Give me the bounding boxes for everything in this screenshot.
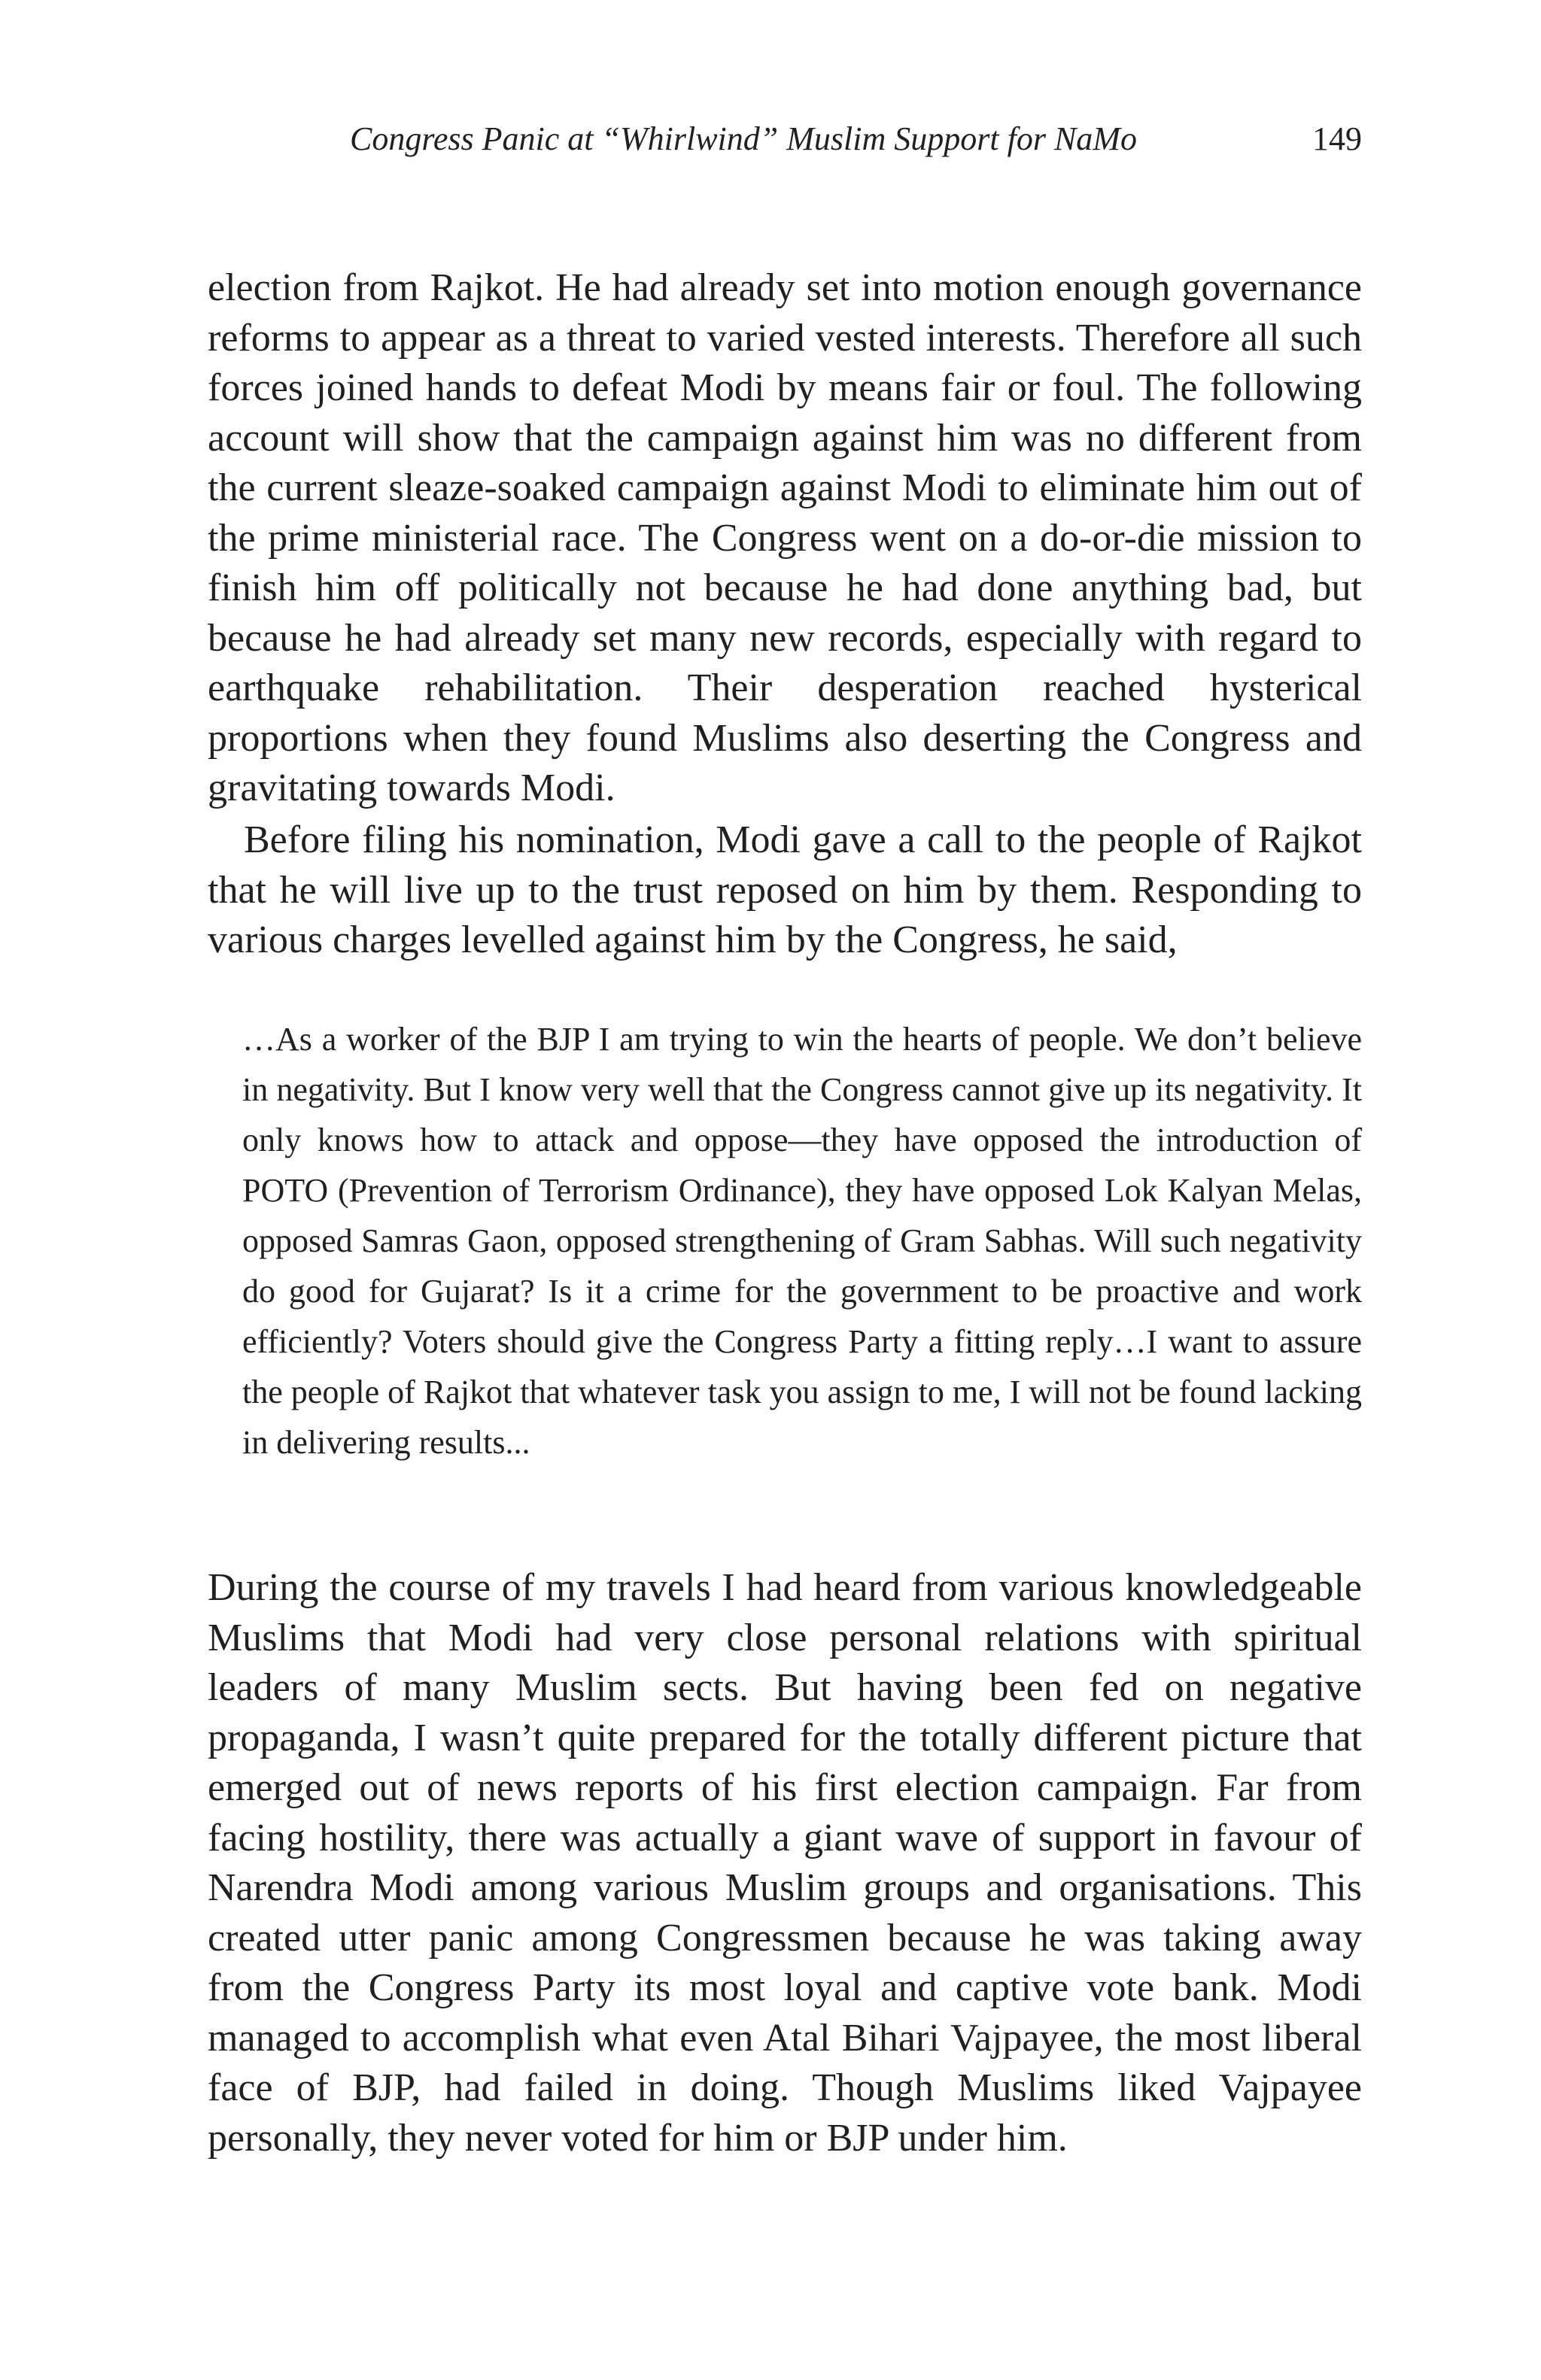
running-title: Congress Panic at “Whirlwind” Muslim Support for NaMo [350, 120, 1137, 157]
paragraph-text: Before filing his nomination, Modi gave a call to the people of Rajkot that he will live up to the trust reposed on him by them. Responding to various charges levelled against him by the Congress, he said, [208, 818, 1362, 961]
paragraph-text: During the course of my travels I had heard from various knowledgeable Muslims that Modi had very close personal relations with spiritual leaders of many Muslim sects. But having been fed on negative propaganda, I wasn’t quite prepared for the totally different picture that emerged out of news reports of his first election campaign. Far from facing hostility, there was actually a giant wave of support in favour of Narendra Modi among various Muslim groups and organisations. This created utter panic among Congressmen because he was taking away from the Congress Party its most loyal and captive vote bank. Modi managed to accomplish what even Atal Bihari Vajpayee, the most liberal face of BJP, had failed in doing. Though Muslims liked Vajpayee personally, they never voted for him or BJP under him. [208, 1566, 1362, 2160]
page-number: 149 [1312, 120, 1362, 157]
block-quote: …As a worker of the BJP I am trying to win the hearts of people. We don’t believe in negativity. But I know very well that the Congress cannot give up its negativity. It only knows how to attack and oppose—they have opposed the introduction of POTO (Prevention of Terrorism Ordinance), they have opposed Lok Kalyan Melas, opposed Samras Gaon, opposed strengthening of Gram Sabhas. Will such negativity do good for Gujarat? Is it a crime for the government to be proactive and work efficiently? Voters should give the Congress Party a fitting reply…I want to assure the people of Rajkot that whatever task you assign to me, I will not be found lacking in delivering results... [242, 1021, 1362, 1461]
body-paragraph-1 [208, 263, 1362, 814]
paragraph-text: election from Rajkot. He had already set into motion enough governance reforms to appear as a threat to varied vested interests. Therefore all such forces joined hands to defeat Modi by means fair or foul. The following account will show that the campaign against him was no different from the current sleaze-soaked campaign against Modi to eliminate him out of the prime ministerial race. The Congress went on a do-or-die mission to finish him off politically not because he had done anything bad, but because he had already set many new records, especially with regard to earthquake rehabilitation. Their desperation reached hysterical proportions when they found Muslims also deserting the Congress and gravitating towards Modi. [208, 266, 1362, 809]
body-paragraph-2 [208, 815, 1362, 966]
body-paragraph-3 [208, 1563, 1362, 2163]
page-header [208, 113, 1362, 165]
